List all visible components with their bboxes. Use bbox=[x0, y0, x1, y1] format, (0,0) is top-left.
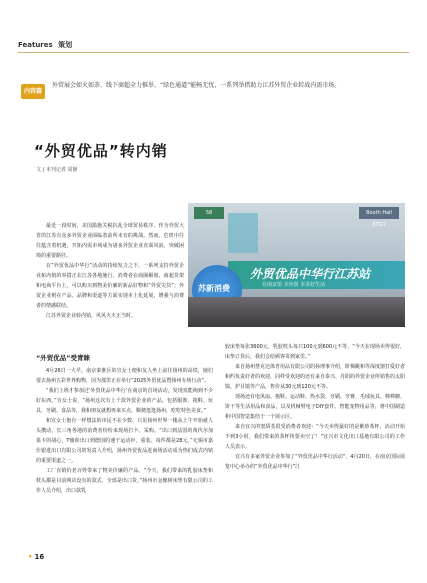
page-number bbox=[28, 553, 44, 561]
paragraph: 4月26日一大早，南京秦淮区的宣女士便和友人坐上前往扬州的高铁，她们要去扬州五彩世界购物，因为那里正在举行“2025外贸优品暨扬州专场行动”。 bbox=[36, 368, 213, 384]
paragraph: 和宣女士抱有一样想法的市民不在少数。只见扬州世界一楼从上午开始就人头攒动，长三角各地的消费者纷纷来现场打卡、采购。“出口到法国的黄代尔加果卡的胡心，T恤和出口到德国的速干运动衫，重装、每件都是28元。”无锡市嘉仕银进出口有限公司的发责人介绍，扬州外贸优品进商场活动成为热们成式内销的重要渠道之一。 bbox=[36, 418, 213, 464]
header-divider bbox=[18, 52, 409, 53]
photo-brand-text: 苏新消费 bbox=[198, 284, 230, 293]
intro-badge: 内容篇 bbox=[21, 84, 45, 99]
paragraph: 宜兴有多家外贸企业参加了“外贸优品中华行活动”，4月20日，在南京国际展览中心举办的“外贸优品中华行”江 bbox=[225, 454, 405, 470]
section-header bbox=[18, 40, 72, 50]
photo-slogan: 外贸优品中华行江苏站 bbox=[250, 267, 371, 281]
paragraph: 来自扬州慧克达体育用品有限公司的孙理事介绍，阶梯跳和等深度器打爱好者和约负责好者的欢迎，同样受欢迎的还有来自泰兴、丹阳的外贸企业所销售的太阳镜、护目镜等产品，售价从30元到120元不等。 bbox=[225, 364, 406, 390]
bullet-icon: • bbox=[28, 553, 33, 561]
paragraph: 现场还有电风扇、拖鞋、运动鞋、热水袋、牙刷、牙膏、毛绒玩具、棒棒糖、饼干等生活用品和食品，以及机械臂电子DIY套件、智能宠物用品等，将中国制造和中国智造集结于一个展示区。 bbox=[225, 394, 406, 420]
paragraph: 在“外贸优品中华行”活动的持续发力之下，一系列支持外贸企业拓内销的举措正在江苏各地施行。消费者在商圈橱窗、商超货架和电商平台上，可以购买到物美价廉的新品好物和“外贸尖货”；外贸企业则在产品、品牌和渠道等方面实现本土化延展，增强与消费者的情感联结。 bbox=[36, 263, 184, 309]
right-column bbox=[225, 342, 405, 472]
photo-display-tower bbox=[228, 213, 258, 253]
photo-sign-left: 58 bbox=[194, 207, 224, 219]
intro-column bbox=[36, 221, 184, 321]
paragraph: 工厂直销价老百姓带来了物美价廉的产品。“今天，我们带来的乳胶床垫和枕头都是目前网店没有的款式，全部是出口货。”扬州市金橡树床垫有限公司的工作人员介绍，出口款乳 bbox=[36, 468, 213, 494]
section-subhead: “外贸优品”受青睐 bbox=[36, 354, 91, 362]
section-en: Features bbox=[18, 41, 53, 49]
photo-crowd bbox=[188, 297, 405, 327]
paragraph: 来自宜兴的窦骄荃很受消费者欢迎：“今天卖得最好的是紫砂茶杯，活动开始不到3小时，我们带来的茶杯快要卖空了！”宜兴市文化出口基地有限公司的工作人员表示。 bbox=[225, 424, 405, 450]
section-cn: 策划 bbox=[58, 41, 73, 49]
paragraph: “我们上班才参加过‘外贸优品中华行’在南京的首场活动，发现真能淘到不少好东西。”宣女士说，“扬州这次有上千款外贸企业的产品，包括服饰、拖鞋、玩具、牙刷、食品等，我和朋友就想再来买点，顺便逛逛扬州，吃吃特色美食。” bbox=[36, 388, 213, 414]
event-photo bbox=[188, 203, 405, 327]
left-column bbox=[36, 366, 213, 496]
intro-text: 外贸展会如火如荼、线下商超全力推举、“绿色通道”能畅无忧，一系列举措助力江苏外贸企业转战内需市场。 bbox=[52, 82, 341, 89]
paragraph: 胶床垫每张3600元，乳胶枕头每只100元到600元不等，“今天在现场卖得很好，床垫订货后，我们会给顾客寄到家里。” bbox=[225, 344, 405, 360]
paragraph: 江苏外贸企业转内销，风风火火正当时。 bbox=[46, 313, 137, 319]
page-number-value: 16 bbox=[34, 553, 45, 561]
article-byline: 文 | 本刊记者 周静 bbox=[36, 167, 78, 173]
article-title: “外贸优品”转内销 bbox=[34, 142, 168, 160]
photo-sub-slogan: 在南京馆 买外贸 享美好生活 bbox=[262, 282, 326, 288]
paragraph: 最近一段时间，美国滥施关税抗乱全球贸易秩序，作为外贸大省的江苏有众多外贸企业面临着前所未有的挑战。然而，危机中往往蕴含着机遇，开拓内需市场成为诸多外贸企业直面风浪、突破困境的重要路径。 bbox=[36, 223, 184, 259]
photo-sign-right: Booth Hall 8TG1 bbox=[359, 207, 399, 219]
